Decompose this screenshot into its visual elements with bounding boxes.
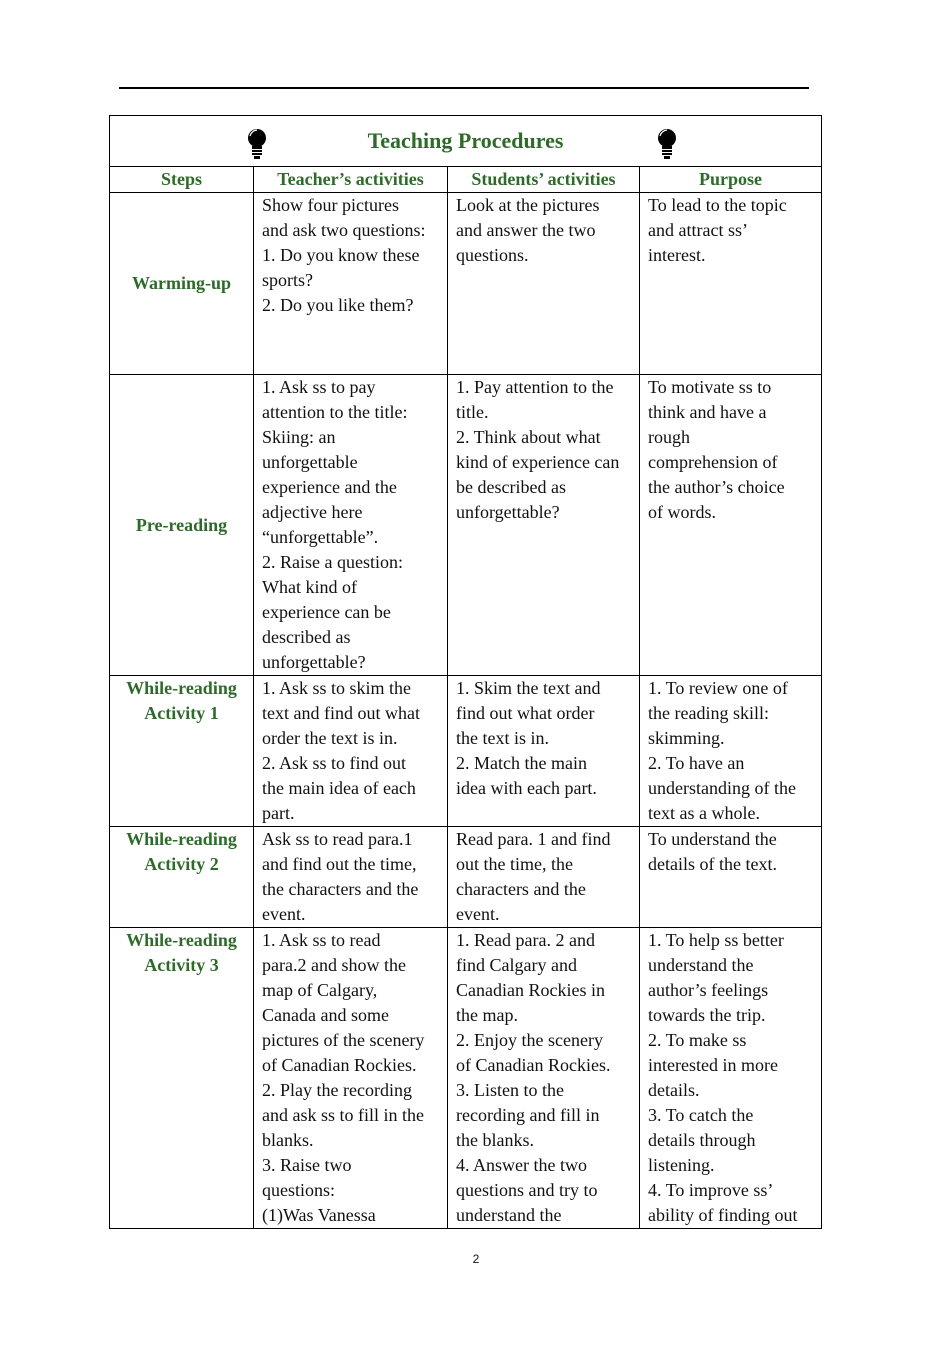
cell-text-line: text as a whole. — [648, 803, 760, 823]
cell-text-line: the author’s choice — [648, 477, 785, 497]
cell-text-line: towards the trip. — [648, 1005, 766, 1025]
cell-text-line: 3. Raise two — [262, 1155, 352, 1175]
cell-text-line: characters and the — [456, 879, 586, 899]
cell-text-line: 2. Match the main — [456, 753, 587, 773]
step-label: While-reading — [126, 678, 237, 698]
cell-text-line: of Canadian Rockies. — [262, 1055, 417, 1075]
cell-text-line: idea with each part. — [456, 778, 597, 798]
cell-text-line: pictures of the scenery — [262, 1030, 425, 1050]
cell-text-line: described as — [262, 627, 351, 647]
cell-text-line: details through — [648, 1130, 756, 1150]
cell-text-line: 1. Pay attention to the — [456, 377, 614, 397]
cell-text-line: attention to the title: — [262, 402, 408, 422]
cell-text-line: 3. Listen to the — [456, 1080, 564, 1100]
cell-text-line: Skiing: an — [262, 427, 336, 447]
cell-text-line: 1. Ask ss to read — [262, 930, 381, 950]
cell-text-line: and answer the two — [456, 220, 596, 240]
cell-text-line: ability of finding out — [648, 1205, 798, 1225]
table-row — [110, 928, 822, 1229]
students-activities-cell — [448, 193, 640, 375]
step-cell — [110, 193, 254, 375]
cell-text-line: To understand the — [648, 829, 777, 849]
table-row — [110, 193, 822, 375]
step-label: Activity 3 — [144, 955, 219, 975]
purpose-cell — [640, 827, 822, 928]
cell-text-line: think and have a — [648, 402, 767, 422]
cell-text-line: event. — [456, 904, 500, 924]
step-label: Activity 1 — [144, 703, 219, 723]
step-cell — [110, 676, 254, 827]
students-activities-cell — [448, 676, 640, 827]
cell-text-line: 4. To improve ss’ — [648, 1180, 774, 1200]
cell-text-line: and find out the time, — [262, 854, 417, 874]
cell-text-line: the map. — [456, 1005, 518, 1025]
cell-text-line: the text is in. — [456, 728, 549, 748]
cell-text-line: part. — [262, 803, 295, 823]
cell-text-line: be described as — [456, 477, 566, 497]
cell-text-line: details of the text. — [648, 854, 777, 874]
cell-text-line: 1. Ask ss to skim the — [262, 678, 412, 698]
step-cell — [110, 928, 254, 1229]
page-title: Teaching Procedures — [367, 128, 564, 153]
column-header: Purpose — [640, 167, 822, 193]
cell-text-line: para.2 and show the — [262, 955, 406, 975]
cell-text-line: 1. To review one of — [648, 678, 788, 698]
cell-text-line: 2. To have an — [648, 753, 745, 773]
cell-text-line: What kind of — [262, 577, 357, 597]
cell-text-line: Read para. 1 and find — [456, 829, 611, 849]
cell-text-line: questions: — [262, 1180, 336, 1200]
cell-text-line: questions and try to — [456, 1180, 598, 1200]
cell-text-line: blanks. — [262, 1130, 314, 1150]
cell-text-line: rough — [648, 427, 690, 447]
step-label: While-reading — [126, 930, 237, 950]
cell-text-line: find Calgary and — [456, 955, 577, 975]
purpose-cell — [640, 375, 822, 676]
students-activities-cell — [448, 928, 640, 1229]
cell-text-line: details. — [648, 1080, 700, 1100]
teacher-activities-cell — [254, 827, 448, 928]
cell-text-line: unforgettable? — [456, 502, 560, 522]
step-cell — [110, 827, 254, 928]
lightbulb-icon — [246, 128, 268, 162]
cell-text-line: Ask ss to read para.1 — [262, 829, 413, 849]
column-header: Teacher’s activities — [254, 167, 448, 193]
cell-text-line: 1. Ask ss to pay — [262, 377, 376, 397]
cell-text-line: comprehension of — [648, 452, 778, 472]
purpose-cell — [640, 676, 822, 827]
cell-text-line: To lead to the topic — [648, 195, 787, 215]
cell-text-line: experience can be — [262, 602, 391, 622]
teaching-procedures-table — [109, 115, 822, 1229]
cell-text-line: understand the — [648, 955, 754, 975]
cell-text-line: 1. Do you know these — [262, 245, 420, 265]
cell-text-line: understanding of the — [648, 778, 796, 798]
cell-text-line: unforgettable? — [262, 652, 366, 672]
cell-text-line: 1. To help ss better — [648, 930, 784, 950]
cell-text-line: recording and fill in — [456, 1105, 600, 1125]
cell-text-line: the reading skill: — [648, 703, 769, 723]
column-header: Students’ activities — [448, 167, 640, 193]
cell-text-line: listening. — [648, 1155, 715, 1175]
cell-text-line: 2. Raise a question: — [262, 552, 403, 572]
cell-text-line: Canadian Rockies in — [456, 980, 605, 1000]
cell-text-line: and attract ss’ — [648, 220, 748, 240]
step-label: Warming-up — [131, 273, 232, 293]
cell-text-line: 2. Think about what — [456, 427, 601, 447]
teacher-activities-cell — [254, 375, 448, 676]
teacher-activities-cell — [254, 928, 448, 1229]
lightbulb-icon — [656, 128, 678, 162]
cell-text-line: the blanks. — [456, 1130, 534, 1150]
table-row — [110, 375, 822, 676]
cell-text-line: 1. Read para. 2 and — [456, 930, 595, 950]
cell-text-line: 2. Do you like them? — [262, 295, 414, 315]
cell-text-line: adjective here — [262, 502, 363, 522]
students-activities-cell — [448, 827, 640, 928]
cell-text-line: find out what order — [456, 703, 595, 723]
cell-text-line: 1. Skim the text and — [456, 678, 601, 698]
table-row — [110, 827, 822, 928]
cell-text-line: 3. To catch the — [648, 1105, 754, 1125]
cell-text-line: 4. Answer the two — [456, 1155, 587, 1175]
cell-text-line: title. — [456, 402, 489, 422]
header-row — [110, 167, 822, 193]
cell-text-line: of Canadian Rockies. — [456, 1055, 611, 1075]
cell-text-line: questions. — [456, 245, 529, 265]
cell-text-line: understand the — [456, 1205, 562, 1225]
cell-text-line: 2. Play the recording — [262, 1080, 412, 1100]
cell-text-line: sports? — [262, 270, 313, 290]
teacher-activities-cell — [254, 193, 448, 375]
cell-text-line: order the text is in. — [262, 728, 398, 748]
cell-text-line: Look at the pictures — [456, 195, 600, 215]
cell-text-line: 2. Ask ss to find out — [262, 753, 407, 773]
step-label: While-reading — [126, 829, 237, 849]
step-label: Activity 2 — [144, 854, 219, 874]
header-rule — [119, 87, 809, 89]
cell-text-line: out the time, the — [456, 854, 573, 874]
teacher-activities-cell — [254, 676, 448, 827]
purpose-cell — [640, 193, 822, 375]
cell-text-line: event. — [262, 904, 306, 924]
cell-text-line: 2. To make ss — [648, 1030, 747, 1050]
table-row — [110, 676, 822, 827]
step-label: Pre-reading — [135, 514, 228, 535]
cell-text-line: unforgettable — [262, 452, 358, 472]
cell-text-line: skimming. — [648, 728, 725, 748]
cell-text-line: the main idea of each — [262, 778, 416, 798]
column-header: Steps — [110, 167, 254, 193]
step-cell — [110, 375, 254, 676]
students-activities-cell — [448, 375, 640, 676]
cell-text-line: and ask two questions: — [262, 220, 426, 240]
cell-text-line: (1)Was Vanessa — [262, 1205, 376, 1225]
cell-text-line: Show four pictures — [262, 195, 399, 215]
cell-text-line: “unforgettable”. — [262, 527, 379, 547]
cell-text-line: interest. — [648, 245, 706, 265]
cell-text-line: and ask ss to fill in the — [262, 1105, 424, 1125]
cell-text-line: 2. Enjoy the scenery — [456, 1030, 603, 1050]
purpose-cell — [640, 928, 822, 1229]
cell-text-line: kind of experience can — [456, 452, 620, 472]
cell-text-line: of words. — [648, 502, 716, 522]
page-number: 2 — [472, 1252, 480, 1266]
cell-text-line: To motivate ss to — [648, 377, 772, 397]
table-title-cell — [110, 116, 822, 167]
cell-text-line: the characters and the — [262, 879, 419, 899]
cell-text-line: interested in more — [648, 1055, 778, 1075]
cell-text-line: map of Calgary, — [262, 980, 378, 1000]
cell-text-line: author’s feelings — [648, 980, 769, 1000]
cell-text-line: text and find out what — [262, 703, 420, 723]
cell-text-line: experience and the — [262, 477, 397, 497]
cell-text-line: Canada and some — [262, 1005, 389, 1025]
